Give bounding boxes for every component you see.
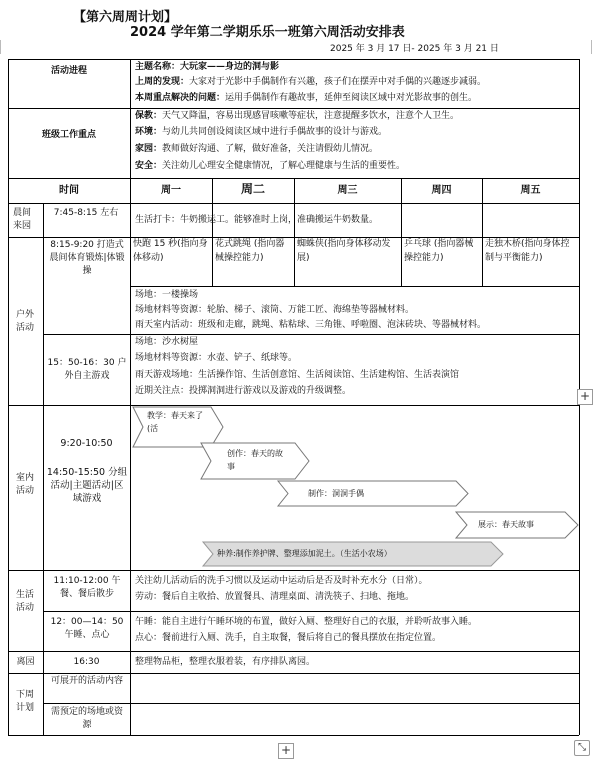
day-thu: 周四 [431, 185, 452, 196]
nap-text-b: 点心：餐前进行入厕、洗手，自主取餐，餐后将自己的餐具摆放在指定位置。 [135, 633, 442, 643]
schedule-table [8, 59, 579, 735]
next-activities-label: 可展开的活动内容 [50, 676, 123, 686]
lunch-time: 11:10-12:00 午餐、餐后散步 [53, 576, 121, 599]
plan-label: 【第六周周计划】 [73, 10, 178, 25]
row-divider [43, 611, 579, 612]
morning-time: 7:45-8:15 左右 [53, 208, 119, 218]
row-divider [130, 286, 579, 287]
theme-value: 大玩家——身边的洞与影 [180, 62, 280, 72]
morning-text: 生活打卡：牛奶搬运工。能够准时上岗，准确搬运牛奶数量。 [135, 215, 379, 225]
table-border-bottom [8, 735, 579, 736]
row-divider [8, 673, 579, 674]
row-divider [8, 405, 579, 406]
env-text: 与幼儿共同创设阅读区域中进行手偶故事的设计与游戏。 [162, 127, 388, 137]
env-label: 环境： [135, 127, 163, 137]
exercise-wed: 蜘蛛侠(指向身体移动发展) [297, 239, 391, 263]
arrow-planting [203, 542, 503, 566]
table-border-left [8, 59, 9, 735]
exercise-rain: 雨天室内活动：班级和走廊，跳绳、粘粘球、三角锥、呼啦圈、泡沫砖块、等器械材料。 [135, 320, 487, 330]
home-text: 教师做好沟通、了解，做好准备，关注请假幼儿情况。 [162, 144, 379, 154]
leave-time: 16:30 [73, 657, 100, 667]
leave-text: 整理物品柜，整理衣服着装，有序排队离园。 [135, 657, 316, 667]
safety-text: 关注幼儿心理安全健康情况，了解心理健康与生活的重要性。 [162, 161, 406, 171]
exercise-tue: 花式跳绳 (指向器械操控能力) [215, 239, 285, 263]
lunch-text-b: 劳动：餐后自主收拾、放置餐具、清理桌面、清洗筷子、扫地、拖地。 [135, 592, 415, 602]
outdoor-label: 户外活动 [15, 310, 34, 333]
add-row-button[interactable]: + [278, 743, 294, 759]
discovery-text: 大家对于光影中手偶制作有兴趣，孩子们在摆弄中对手偶的兴趣逐步减弱。 [189, 77, 487, 87]
free-venue: 场地：沙水树屋 [135, 337, 199, 347]
exercise-mon: 快跑 15 秒(指向身体移动) [133, 239, 208, 263]
care-line [135, 110, 459, 124]
exercise-thu: 乒乓球 (指向器械操控能力) [404, 239, 474, 263]
nap-text-a: 午睡：能自主进行午睡环境的布置，做好入厕、整理好自己的衣服，并聆听故事入睡。 [135, 617, 478, 627]
row-divider [8, 651, 579, 652]
leave-label: 离园 [16, 657, 35, 667]
arrow-showcase-label: 展示：春天故事 [478, 520, 534, 529]
theme-line [135, 61, 279, 75]
arrow-creation [201, 443, 309, 479]
morning-label: 晨间来园 [12, 208, 31, 231]
arrow-planting-label: 种养:制作养护牌、整理添加泥土。（生活小农场） [217, 549, 392, 558]
row-divider [8, 570, 579, 571]
exercise-fri: 走独木桥(指向身体控制与平衡能力) [485, 239, 570, 263]
focus-text: 运用手偶制作有趣故事，延伸至阅读区域中对光影故事的创生。 [225, 93, 478, 103]
focus-line [135, 92, 477, 106]
time-header: 时间 [59, 185, 79, 196]
free-play-time: 15：50-16：30 户外自主游戏 [47, 358, 127, 381]
free-focus: 近期关注点：投掷洞洞进行游戏以及游戏的升级调整。 [135, 386, 352, 396]
exercise-materials: 场地材料等资源：轮胎、梯子、滚筒、万能工匠、海绵垫等器械材料。 [135, 305, 415, 315]
table-border-top [8, 59, 579, 60]
date-range: 2025 年 3 月 17 日- 2025 年 3 月 21 日 [330, 44, 499, 54]
arrow-teaching [133, 407, 223, 447]
arrow-making-label: 制作：洞洞手偶 [308, 489, 364, 498]
page-margin-marker-left [0, 40, 4, 54]
day-wed: 周三 [337, 185, 358, 196]
day-mon: 周一 [161, 185, 181, 196]
free-materials: 场地材料等资源：水壶、铲子、纸球等。 [135, 353, 298, 363]
safety-line [135, 160, 405, 174]
row-divider [43, 334, 579, 335]
row-divider [8, 108, 579, 109]
safety-label: 安全： [135, 161, 163, 171]
next-resources-label: 需预定的场地或资源 [50, 707, 123, 730]
day-fri: 周五 [520, 185, 541, 196]
focus-label: 本周重点解决的问题： [135, 93, 226, 103]
exercise-time: 8:15-9:20 打造式晨间体育锻炼|体锻操 [49, 240, 125, 276]
indoor-time-pm: 14:50-15:50 分组活动|主题活动|区域游戏 [46, 467, 128, 504]
discovery-line [135, 76, 486, 90]
home-label: 家园： [135, 144, 163, 154]
theme-label: 主题名称： [135, 62, 181, 72]
free-rain: 雨天游戏场地：生活操作馆、生活创意馆、生活阅读馆、生活建构馆、生活表演馆 [135, 370, 460, 380]
arrow-teaching-label: 教学：春天来了(活 [147, 411, 203, 433]
lunch-text-a: 关注幼儿活动后的洗手习惯以及运动中运动后是否及时补充水分（日常）。 [135, 576, 428, 586]
resize-table-handle[interactable]: ⤡ [574, 740, 590, 756]
arrow-showcase [456, 512, 578, 538]
row-divider [43, 703, 579, 704]
discovery-label: 上周的发现： [135, 77, 190, 87]
env-line [135, 126, 387, 140]
care-text: 天气又降温，容易出现感冒咳嗽等症状，注意提醒多饮水，注意个人卫生。 [162, 111, 460, 121]
next-week-label: 下周计划 [15, 690, 34, 713]
arrow-creation-label: 创作：春天的故事 [227, 449, 283, 471]
arrow-making [278, 481, 468, 506]
page-title: 2024 学年第二学期乐乐一班第六周活动安排表 [130, 25, 405, 40]
care-label: 保教： [135, 111, 163, 121]
add-column-button[interactable]: + [577, 389, 593, 405]
nap-time: 12：00—14：50 午睡、点心 [50, 617, 124, 640]
home-line [135, 143, 378, 157]
progress-label: 活动进程 [50, 66, 87, 76]
life-label: 生活活动 [15, 590, 34, 613]
indoor-time-am: 9:20-10:50 [60, 438, 113, 449]
key-work-label: 班级工作重点 [41, 130, 96, 140]
day-tue: 周二 [240, 182, 265, 196]
col-divider [130, 59, 131, 735]
page-margin-marker-right [588, 40, 592, 54]
exercise-venue: 场地：一楼操场 [135, 290, 199, 300]
indoor-label: 室内活动 [15, 473, 34, 496]
